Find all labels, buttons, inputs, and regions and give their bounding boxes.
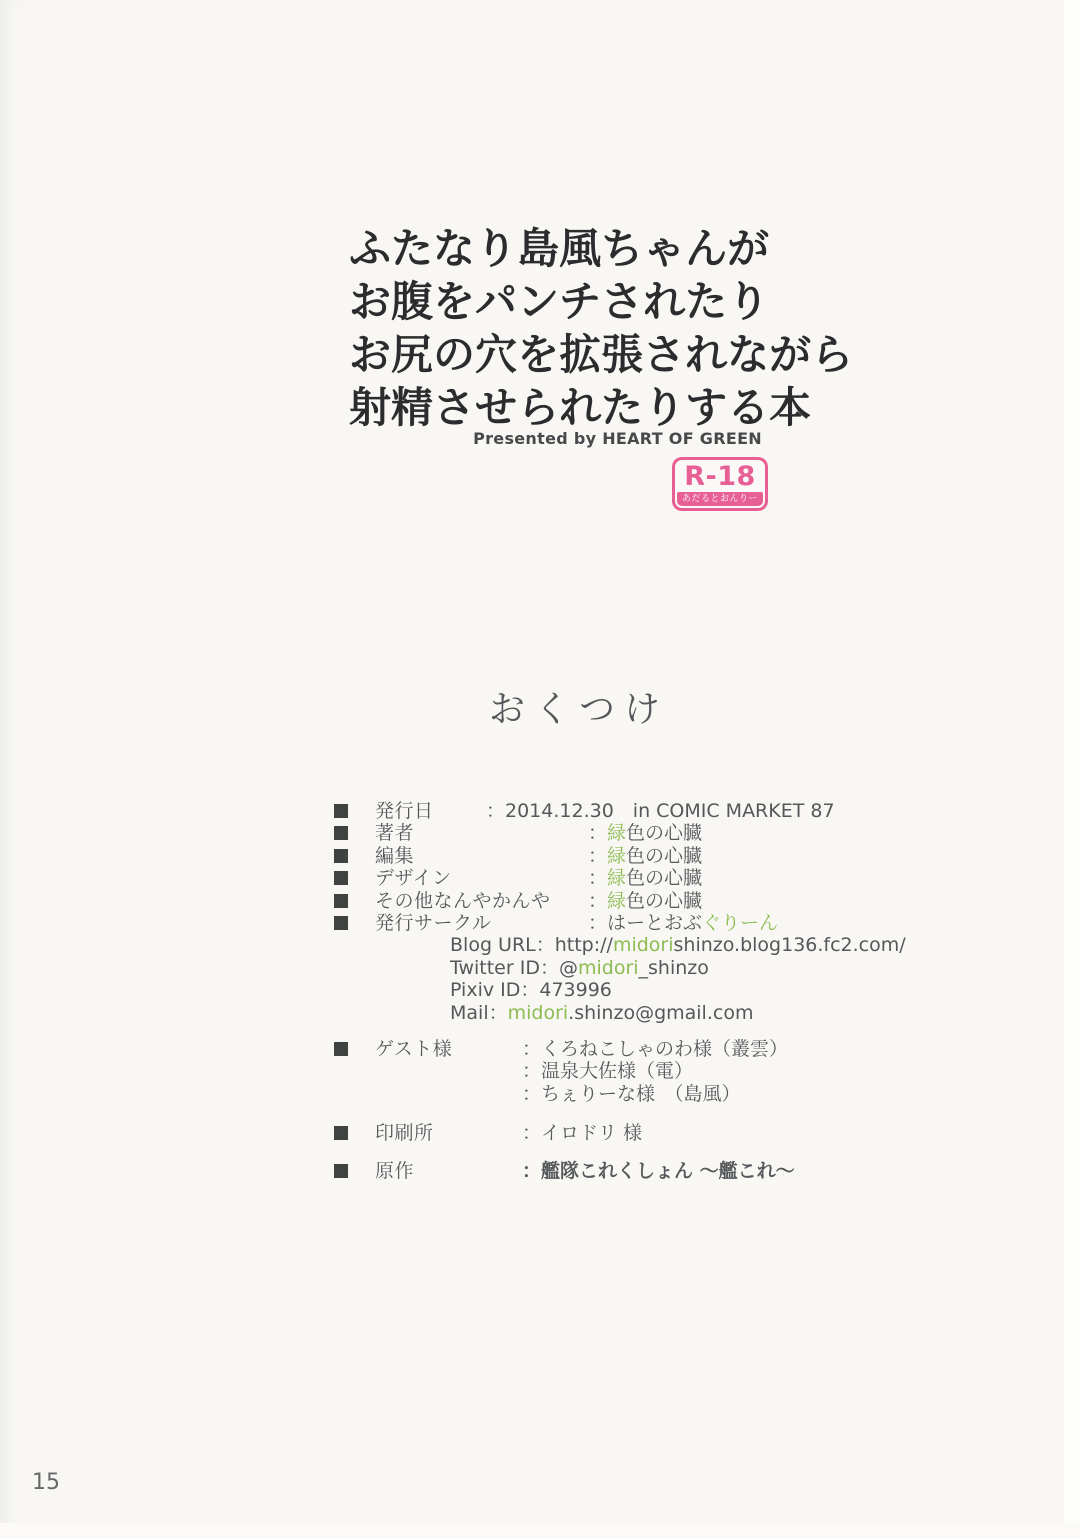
- colophon-row: [333, 1038, 953, 1060]
- page-right-edge: [1064, 0, 1080, 1539]
- title-line: ふ た な り 島 風 ち ゃ ん が: [349, 224, 770, 273]
- colophon-value: Pixiv ID：473996: [450, 979, 612, 1002]
- bullet-square-icon: [334, 871, 348, 885]
- colophon-row: [333, 1160, 953, 1182]
- colophon-row: [333, 979, 953, 1001]
- colophon-value: ：はーとおぶぐりーん: [588, 911, 779, 934]
- colophon-rows: [333, 800, 953, 1183]
- colophon-label: 印刷所: [375, 1122, 434, 1145]
- colophon-value: ：くろねこしゃのわ様（叢雲）: [522, 1037, 789, 1060]
- colophon-row: [333, 1002, 953, 1024]
- colophon-row: [333, 800, 953, 822]
- colophon-value: Blog URL：http://midorishinzo.blog136.fc2.com/: [450, 934, 906, 957]
- colophon-label: デザイン: [375, 867, 452, 890]
- colophon-label: 発行サークル: [375, 911, 492, 934]
- bullet-square-icon: [334, 804, 348, 818]
- title-line: 射 精 さ せ ら れ た り す る 本: [349, 383, 812, 432]
- title-line: お 尻 の 穴 を 拡 張 さ れ な が ら: [349, 330, 854, 379]
- colophon-row: [333, 957, 953, 979]
- colophon-value: Twitter ID：@midori_shinzo: [450, 956, 709, 979]
- rating-badge: [672, 457, 768, 511]
- r18-label: R-18: [684, 460, 756, 492]
- colophon-row: [333, 867, 953, 889]
- presented-by-line: Presented by HEART OF GREEN: [473, 429, 762, 448]
- colophon-label: ゲスト様: [375, 1037, 453, 1060]
- colophon-label: 発行日: [375, 800, 434, 822]
- colophon-value: ：緑色の心臓: [588, 822, 703, 845]
- r18-sublabel: あだるとおんりー: [677, 492, 763, 506]
- title-block: [349, 224, 854, 436]
- colophon-value: ：緑色の心臓: [588, 844, 703, 867]
- bullet-square-icon: [334, 1126, 348, 1140]
- bullet-square-icon: [334, 916, 348, 930]
- colophon-value: ：イロドリ 様: [522, 1122, 643, 1145]
- page-number: 15: [32, 1470, 60, 1495]
- bullet-square-icon: [334, 826, 348, 840]
- colophon-label: 原作: [375, 1160, 415, 1183]
- colophon-label: 編集: [375, 844, 415, 867]
- bullet-square-icon: [334, 849, 348, 863]
- colophon-value: Mail：midori.shinzo@gmail.com: [450, 1001, 754, 1024]
- page-bottom-edge: [0, 1523, 1080, 1539]
- bullet-square-icon: [334, 1042, 348, 1056]
- colophon-row: [333, 1122, 953, 1144]
- colophon-value: ：ちぇりーな様 （島風）: [522, 1082, 741, 1105]
- colophon-value: ：艦隊これくしょん ～艦これ～: [522, 1160, 795, 1183]
- bullet-square-icon: [334, 1164, 348, 1178]
- colophon-heading: おくつけ: [489, 689, 670, 730]
- colophon-label: 著者: [375, 822, 415, 845]
- colophon-value: ：2014.12.30 in COMIC MARKET 87: [486, 800, 835, 822]
- colophon-value: ：緑色の心臓: [588, 889, 703, 912]
- colophon-row: [333, 845, 953, 867]
- colophon-row: [333, 890, 953, 912]
- colophon-value: ：緑色の心臓: [588, 867, 703, 890]
- colophon-row: [333, 822, 953, 844]
- colophon-value: ：温泉大佐様（電）: [522, 1060, 694, 1083]
- colophon-row: [333, 1060, 953, 1082]
- colophon-label: その他なんやかんや: [375, 889, 551, 912]
- colophon-row: [333, 1083, 953, 1105]
- colophon-row: [333, 912, 953, 934]
- bullet-square-icon: [334, 894, 348, 908]
- title-line: お 腹 を パ ン チ さ れ た り: [349, 277, 770, 326]
- colophon-row: [333, 934, 953, 956]
